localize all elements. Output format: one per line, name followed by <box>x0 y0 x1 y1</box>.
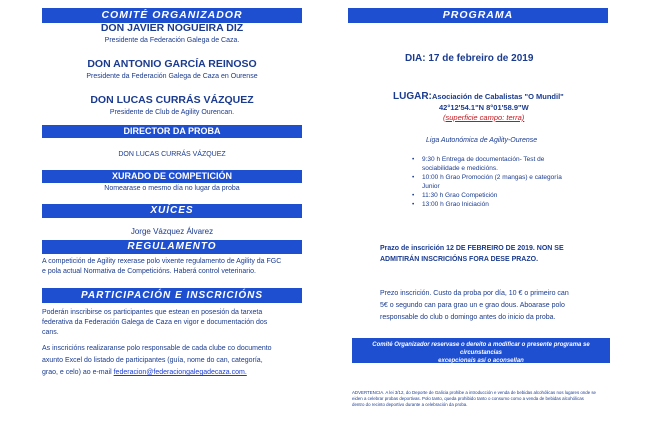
fee-line-3: responsable do club o domingo antes do inicio da proba. <box>380 314 556 321</box>
schedule-item-2: • 10:00 h Grao Promoción (2 mangas) e categoría <box>412 173 612 182</box>
warning-line-3: dentro do recinto deportivo durante a celebración da proba. <box>352 402 468 407</box>
fee-line-1: Prezo inscrición. Custo da proba por día, 10 € o primeiro can <box>380 290 569 297</box>
fee-line-2: 5€ o segundo can para grao un e grao dous. Aboarase polo <box>380 302 565 309</box>
member-name-2: DON ANTONIO GARCÍA REINOSO <box>87 58 257 70</box>
participation-line-3: cans. <box>42 329 59 336</box>
warning-block <box>352 390 617 408</box>
day-label: DIA: 17 de febreiro de 2019 <box>405 53 534 64</box>
schedule-item-1: • 9:30 h Entrega de documentación- Test de <box>412 155 612 164</box>
surface-note <box>443 113 643 122</box>
inscription-line-2: axunto Excel do listado de participantes (guía, nome do can, categoría, <box>42 357 263 364</box>
place-label: LUGAR: <box>393 91 432 102</box>
inscription-text: grao, e celo) ao e-mail <box>42 369 112 376</box>
member-name-1: DON JAVIER NOGUEIRA DIZ <box>100 22 244 34</box>
warning-line-2: eiden a celebrar probas deportivas. Polo tanto, queda prohibido tanto o consumo como a venda de bebidas alcohólicas <box>352 396 584 401</box>
participation-header: PARTICIPACIÓN E INSCRICIÓNS <box>42 288 302 303</box>
member-role-3: Presidente de Club de Agility Ourencan. <box>109 109 235 116</box>
email-link[interactable]: federacion@federaciongalegadecaza.com. <box>113 369 247 376</box>
member-role-1: Presidente da Federación Galega de Caza. <box>104 37 240 44</box>
surface-text: (superficie campo: terra) <box>443 113 525 122</box>
member-name-3: DON LUCAS CURRÁS VÁZQUEZ <box>90 94 254 106</box>
member-role-2: Presidente da Federación Galega de Caza en Ourense <box>86 73 258 80</box>
jury-header: XURADO DE COMPETICIÓN <box>42 170 302 183</box>
participation-line-1: Poderán inscribirse os participantes que estean en posesión da tarxeta <box>42 309 263 316</box>
inscription-line-3 <box>42 368 317 378</box>
jury-text: Nomearase o mesmo día no lugar da proba <box>104 185 240 192</box>
participation-line-2: federativa da Federación Galega de Caza en vigor e documentación dos <box>42 319 268 326</box>
notice-line-1: Comité Organizador reservase o dereito a modificar o presente programa se circunstancias <box>372 342 590 356</box>
deadline-line-2: ADMITIRÁN INSCRICIÓNS FORA DESE PRAZO. <box>380 256 539 263</box>
schedule-item-4: • 13:00 h Grao Iniciación <box>412 200 612 209</box>
schedule-item-1b: sociabilidade e medicións. <box>422 165 498 172</box>
deadline-line-1: Prazo de inscrición 12 DE FEBREIRO DE 2019. NON SE <box>380 245 564 252</box>
organizer-header: COMITÉ ORGANIZADOR <box>42 8 302 23</box>
director-header: DIRECTOR DA PROBA <box>42 125 302 138</box>
notice-box <box>352 338 610 363</box>
judges-header: XUÍCES <box>42 204 302 218</box>
coordinates: 42°12'54.1"N 8°01'58.9"W <box>439 103 529 112</box>
schedule-item-3: • 11:30 h Grao Competición <box>412 191 612 200</box>
warning-line-1: ADVERTENCIA. A lei 3/12, do Deporte de Galicia prohibe a introducción e venda de bebidas alcohólicas nos lugares onde se <box>352 390 596 395</box>
regulation-line-2: e pola actual Normativa de Competicións. Haberá control veterinario. <box>42 268 256 275</box>
regulation-header: REGULAMENTO <box>42 240 302 254</box>
notice-line-2: excepcionais así o aconsellan <box>438 358 524 364</box>
place-name: Asociación de Cabalistas "O Mundil" <box>432 92 564 101</box>
programa-header: PROGRAMA <box>348 8 608 23</box>
regulation-line-1: A competición de Agility rexerase polo vixente regulamento de Agility da FGC <box>42 258 282 265</box>
judge-name: Jorge Vázquez Álvarez <box>130 227 214 236</box>
league-text: Liga Autonómica de Agility-Ourense <box>426 137 538 144</box>
director-name: DON LUCAS CURRÁS VÁZQUEZ <box>118 151 226 158</box>
schedule-list <box>412 155 612 209</box>
schedule-item-2b: Junior <box>422 183 440 190</box>
inscription-line-1: As inscricións realizaranse polo responsable de cada clube co documento <box>42 345 272 352</box>
